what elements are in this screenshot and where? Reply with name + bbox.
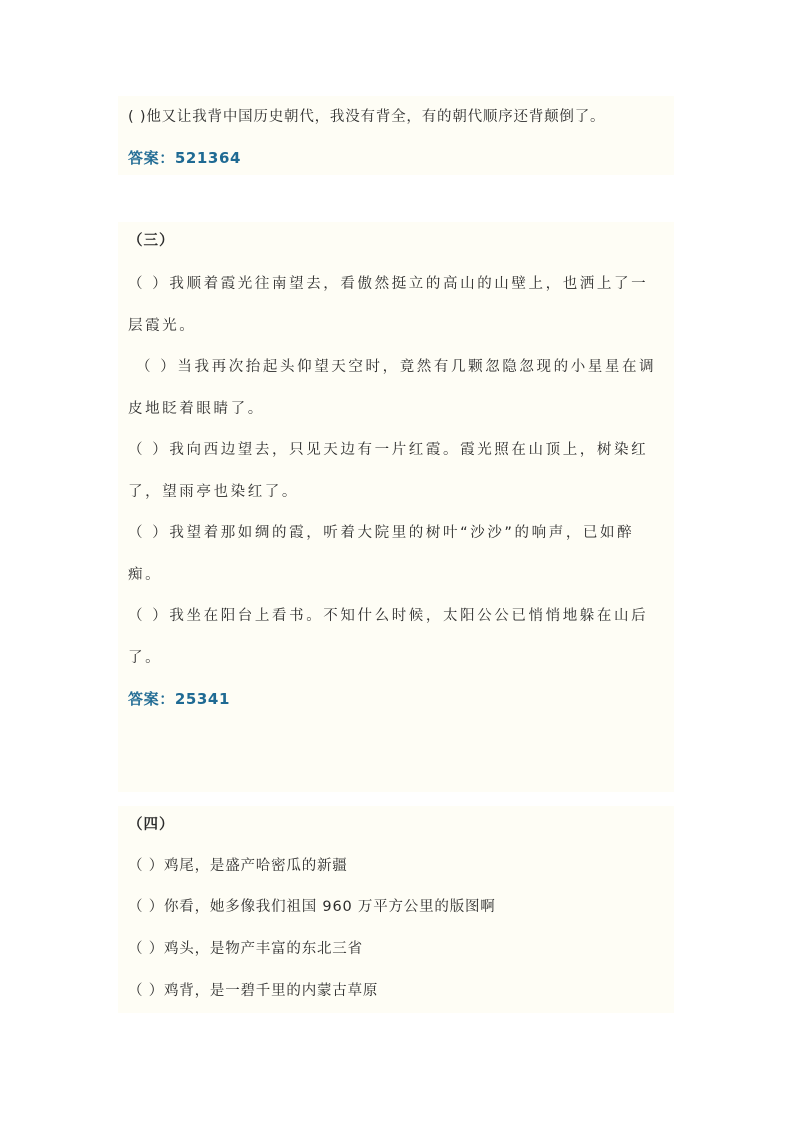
answer-row	[128, 148, 241, 168]
sentence-line: 层霞光。	[128, 318, 197, 334]
answer-label: 答案：	[128, 149, 175, 167]
sentence-line: （ ）鸡背，是一碧千里的内蒙古草原	[128, 983, 379, 999]
sentence-line: 痴。	[128, 567, 163, 583]
sentence-line: 了，望雨亭也染红了。	[128, 484, 299, 500]
sentence-line: （ ）鸡头，是物产丰富的东北三省	[128, 941, 363, 957]
answer-label: 答案：	[128, 690, 175, 708]
sentence-line: （ ）当我再次抬起头仰望天空时，竟然有几颗忽隐忽现的小星星在调	[136, 359, 657, 375]
sentence-line: （ ）鸡尾，是盛产哈密瓜的新疆	[128, 858, 348, 874]
sentence-line: 了。	[128, 650, 163, 666]
sentence-line: （ ）你看，她多像我们祖国 960 万平方公里的版图啊	[128, 899, 496, 915]
sentence-line: 皮地眨着眼睛了。	[128, 401, 265, 417]
sentence-line: （ ）我顺着霞光往南望去，看傲然挺立的高山的山壁上，也洒上了一	[128, 276, 649, 292]
question-line: ( )他又让我背中国历史朝代，我没有背全，有的朝代顺序还背颠倒了。	[128, 109, 606, 125]
answer-value: 521364	[174, 149, 242, 167]
sentence-line: （ ）我望着那如绸的霞，听着大院里的树叶“沙沙”的响声，已如醉	[128, 525, 635, 541]
section-heading: （四）	[128, 817, 175, 833]
sentence-line: （ ）我坐在阳台上看书。不知什么时候，太阳公公已悄悄地躲在山后	[128, 608, 649, 624]
answer-row	[128, 689, 230, 709]
section-heading: （三）	[128, 233, 175, 249]
sentence-line: （ ）我向西边望去，只见天边有一片红霞。霞光照在山顶上，树染红	[128, 442, 649, 458]
answer-value: 25341	[174, 690, 230, 708]
